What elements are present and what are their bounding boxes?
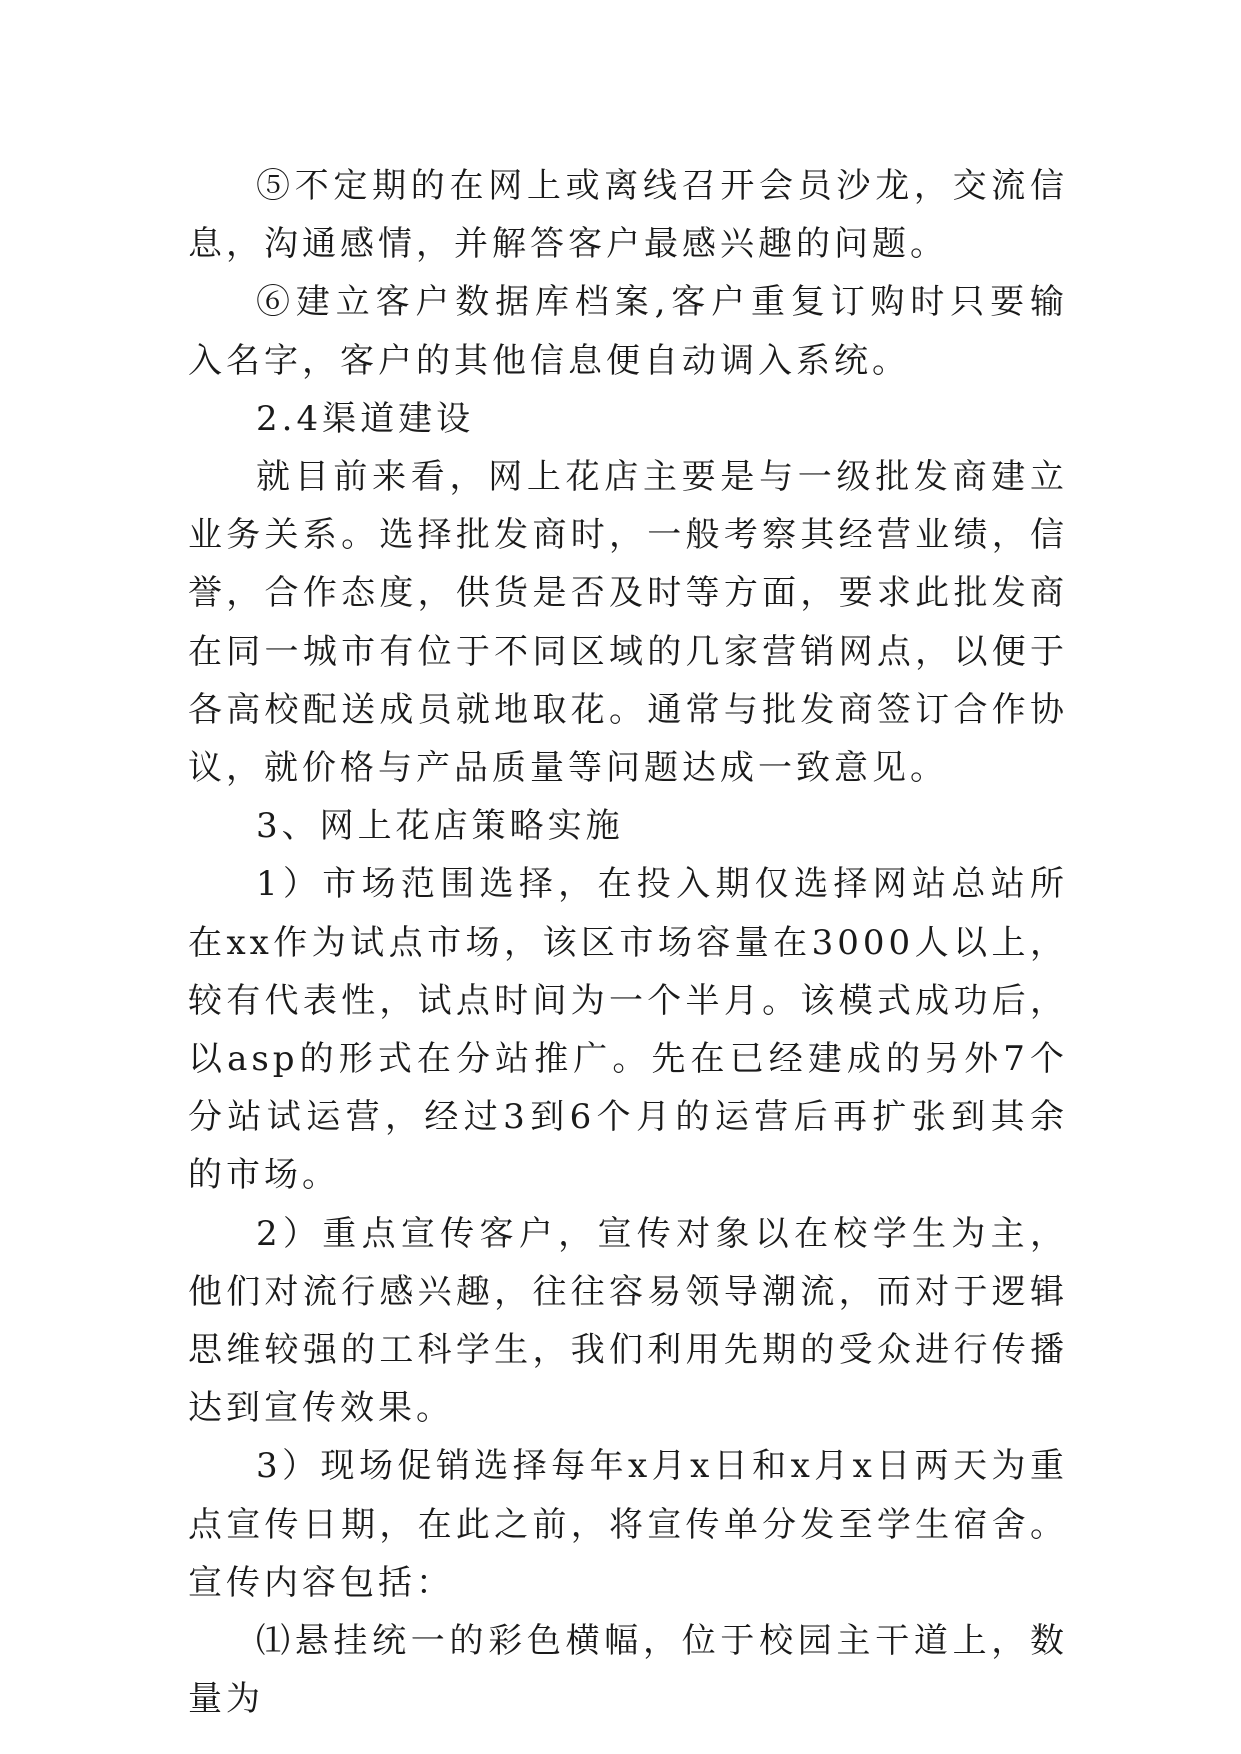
section-heading-channel: 2.4渠道建设 [256, 398, 475, 439]
paragraph-salon: ⑤不定期的在网上或离线召开会员沙龙，交流信息，沟通感情，并解答客户最感兴趣的问题。 [188, 166, 1068, 265]
paragraph-key-customers: 2）重点宣传客户，宣传对象以在校学生为主，他们对流行感兴趣，往往容易领导潮流，而对于逻辑思维较强的工科学生，我们利用先期的受众进行传播达到宣传效果。 [188, 1213, 1068, 1429]
section-heading-strategy: 3、网上花店策略实施 [256, 806, 624, 847]
paragraph-banner: ⑴悬挂统一的彩色横幅，位于校园主干道上，数量为 [188, 1621, 1068, 1720]
paragraph-onsite-promotion: 3）现场促销选择每年x月x日和x月x日两天为重点宣传日期，在此之前，将宣传单分发至学生宿舍。宣传内容包括： [188, 1446, 1068, 1603]
document-body [188, 157, 1068, 1728]
paragraph-channel-construction: 就目前来看，网上花店主要是与一级批发商建立业务关系。选择批发商时，一般考察其经营业绩，信誉，合作态度，供货是否及时等方面，要求此批发商在同一城市有位于不同区域的几家营销网点，以便于各高校配送成员就地取花。通常与批发商签订合作协议，就价格与产品质量等问题达成一致意见。 [188, 457, 1068, 789]
paragraph-market-scope: 1）市场范围选择，在投入期仅选择网站总站所在xx作为试点市场，该区市场容量在3000人以上，较有代表性，试点时间为一个半月。该模式成功后，以asp的形式在分站推广。先在已经建成的另外7个分站试运营，经过3到6个月的运营后再扩张到其余的市场。 [188, 864, 1068, 1196]
paragraph-customer-database: ⑥建立客户数据库档案,客户重复订购时只要输入名字，客户的其他信息便自动调入系统。 [188, 282, 1068, 381]
